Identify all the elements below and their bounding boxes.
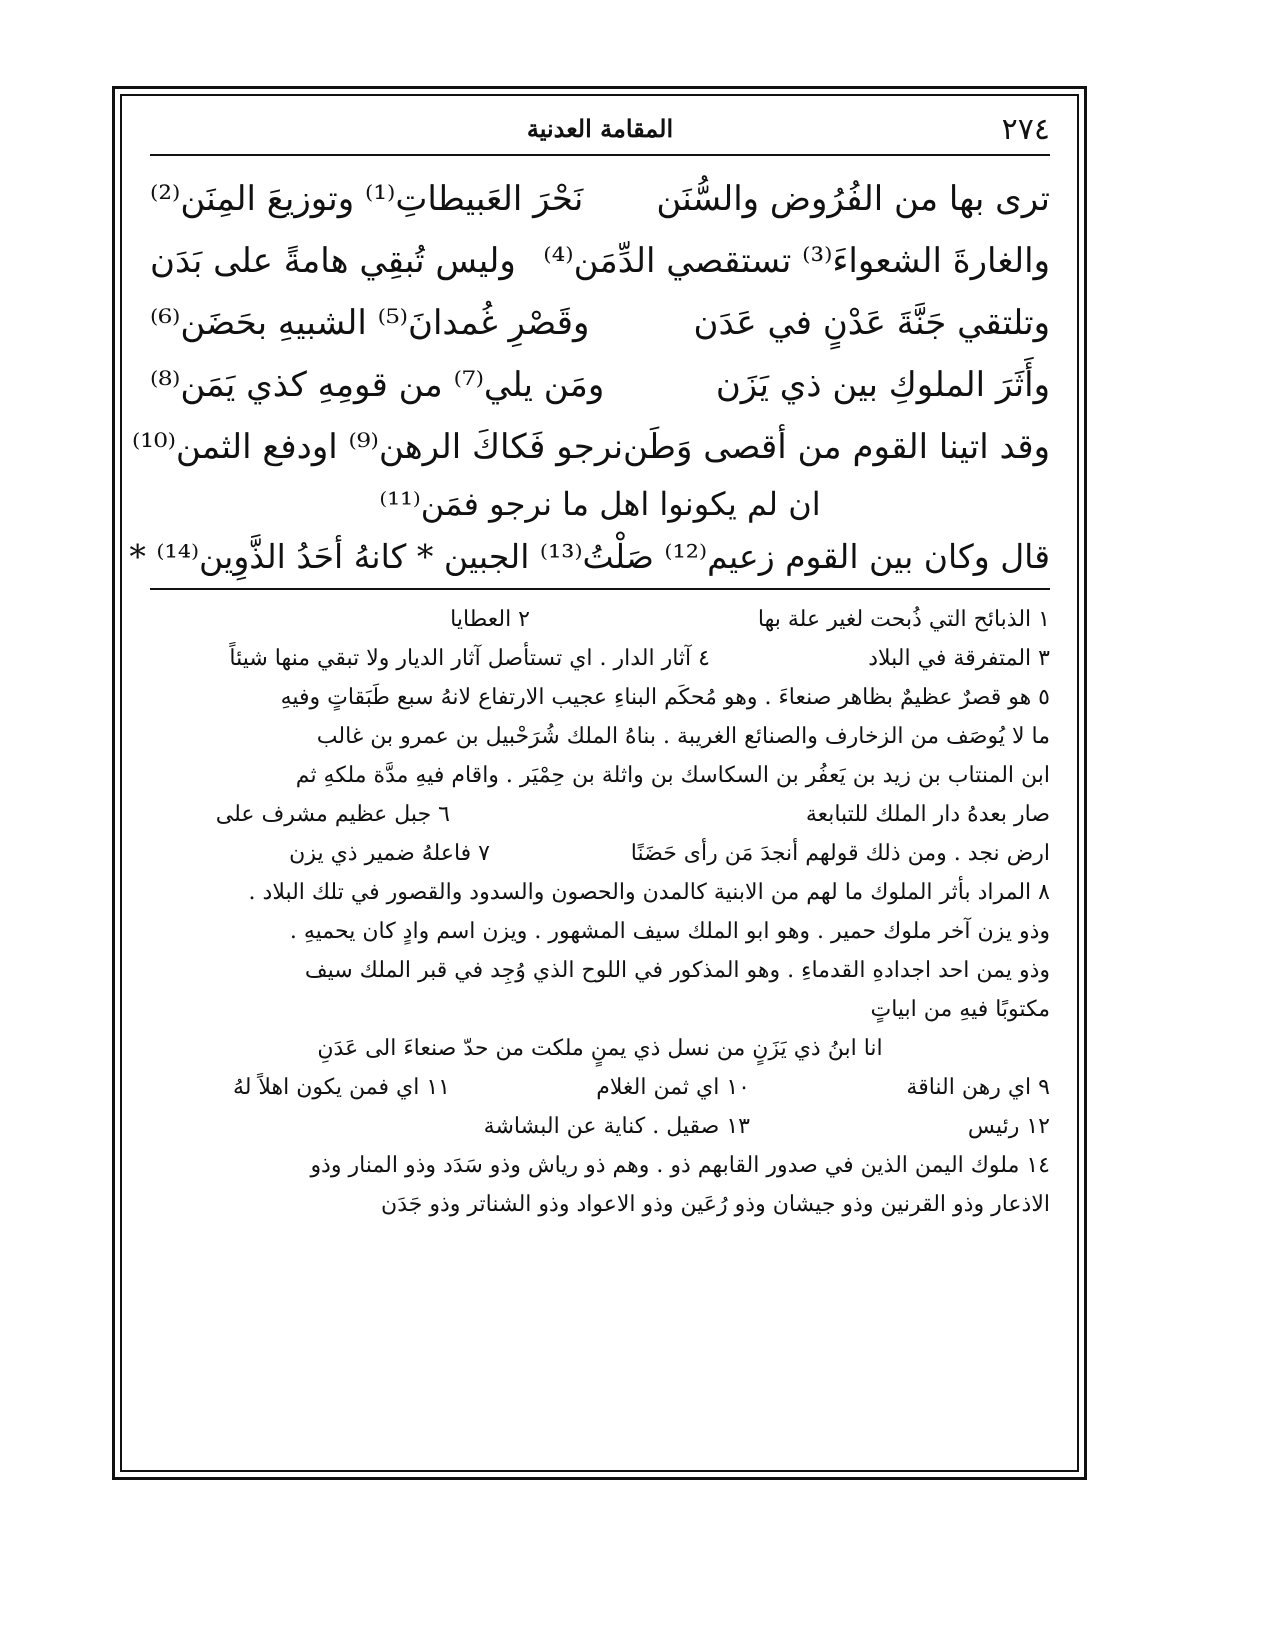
page-number: ٢٧٤ [1001, 112, 1050, 147]
verse-right-hemistich: والغارةَ الشعواءَ⁽³⁾ تستقصي الدِّمَن⁽⁴⁾ [543, 241, 1050, 281]
verse-right-hemistich: وقد اتينا القوم من أقصى وَطَن [623, 427, 1050, 467]
footnote-11: ١١ اي فمن يكون اهلاً لهُ [232, 1075, 450, 1100]
footnote-8-verse: انا ابنُ ذي يَزَنٍ من نسل ذي يمنٍ ملكت من حدّ صنعاءَ الى عَدَنِ [317, 1036, 883, 1061]
footnote-8-line: وذو يمن احد اجدادهِ القدماءِ . وهو المذكور في اللوح الذي وُجِد في قبر الملك سيف [304, 958, 1050, 983]
center-verse: ان لم يكونوا اهل ما نرجو فمَن⁽¹¹⁾ [379, 485, 821, 523]
footnote-14-line: ١٤ ملوك اليمن الذين في صدور القابهم ذو . وهم ذو رياش وذو سَدَد وذو المنار وذو [310, 1153, 1050, 1178]
verse-left-hemistich: نَحْرَ العَبيطاتِ⁽¹⁾ وتوزيعَ المِنَن⁽²⁾ [150, 179, 584, 219]
footnote-2: ٢ العطايا [450, 607, 530, 632]
verse-left-hemistich: وقَصْرِ غُمدانَ⁽⁵⁾ الشبيهِ بحَضَن⁽⁶⁾ [150, 303, 590, 343]
footnote-9: ٩ اي رهن الناقة [906, 1075, 1050, 1100]
footnote-6-line: ارض نجد . ومن ذلك قولهم أنجدَ مَن رأى حَضَنًا [630, 841, 1050, 866]
footnote-row [150, 639, 1050, 678]
footnote-6: ٦ جبل عظيم مشرف على [215, 802, 450, 827]
footnote-7: ٧ فاعلهُ ضمير ذي يزن [289, 841, 490, 866]
footnote-5-line: ٥ هو قصرٌ عظيمٌ بظاهر صنعاءَ . وهو مُحكَم البناءِ عجيب الارتفاع لانهُ سبع طَبَقاتٍ وفيهِ [280, 685, 1050, 710]
footnote-rule [150, 588, 1050, 590]
header-rule [150, 154, 1050, 156]
footnote-8-line: مكتوبًا فيهِ من ابياتٍ [870, 997, 1050, 1022]
verse-line [131, 416, 1050, 478]
verse-line [150, 292, 1050, 354]
prose-line: قال وكان بين القوم زعيم⁽¹²⁾ صَلْتُ⁽¹³⁾ الجبين * كانهُ أحَدُ الذَّوِين⁽¹⁴⁾ * [129, 537, 1050, 576]
verse-line [150, 168, 1050, 230]
footnote-8-line: ٨ المراد بأثر الملوك ما لهم من الابنية كالمدن والحصون والسدود والقصور في تلك البلاد . [248, 880, 1050, 905]
footnote-row [150, 834, 1050, 873]
footnote-row [150, 600, 1050, 639]
footnote-5-line: ما لا يُوصَف من الزخارف والصنائع الغريبة . بناهُ الملك شُرَحْبيل بن عمرو بن غالب [316, 724, 1050, 749]
footnote-5-line: صار بعدهُ دار الملك للتبابعة [805, 802, 1050, 827]
footnote-5-line: ابن المنتاب بن زيد بن يَعفُر بن السكاسك بن واثلة بن حِمْيَر . واقام فيهِ مدَّة ملكهِ ثم [295, 763, 1050, 788]
footnote-13: ١٣ صقيل . كناية عن البشاشة [483, 1114, 750, 1139]
footnote-row [150, 1107, 1050, 1146]
poem [129, 168, 1050, 584]
footnote-1: ١ الذبائح التي ذُبحت لغير علة بها [757, 607, 1050, 632]
verse-right-hemistich: وأَثَرَ الملوكِ بين ذي يَزَن [715, 365, 1050, 405]
verse-line [150, 230, 1050, 292]
verse-left-hemistich: ومَن يلي⁽⁷⁾ من قومِهِ كذي يَمَن⁽⁸⁾ [150, 365, 605, 405]
footnote-10: ١٠ اي ثمن الغلام [596, 1075, 750, 1100]
page-header [150, 108, 1050, 150]
footnote-4: ٤ آثار الدار . اي تستأصل آثار الديار ولا تبقي منها شيئاً [229, 646, 710, 671]
verse-line [150, 354, 1050, 416]
verse-left-hemistich: نرجو فَكاكَ الرهن⁽⁹⁾ اودفع الثمن⁽¹⁰⁾ [131, 427, 624, 467]
footnote-row [150, 1068, 1050, 1107]
footnote-14-line: الاذعار وذو القرنين وذو جيشان وذو رُعَين وذو الاعواد وذو الشناتر وذو جَدَن [381, 1192, 1050, 1217]
footnotes [150, 600, 1050, 1224]
footnote-12: ١٢ رئيس [967, 1114, 1050, 1139]
footnote-8-line: وذو يزن آخر ملوك حمير . وهو ابو الملك سيف المشهور . ويزن اسم وادٍ كان يحميهِ . [289, 919, 1050, 944]
footnote-3: ٣ المتفرقة في البلاد [868, 646, 1050, 671]
verse-right-hemistich: وتلتقي جَنَّةَ عَدْنٍ في عَدَن [693, 303, 1050, 343]
running-title: المقامة العدنية [526, 114, 674, 143]
footnote-row [150, 795, 1050, 834]
page-content [129, 108, 1050, 1224]
verse-left-hemistich: وليس تُبقِي هامةً على بَدَن [150, 241, 516, 281]
verse-right-hemistich: ترى بها من الفُرُوض والسُّنَن [656, 179, 1050, 219]
